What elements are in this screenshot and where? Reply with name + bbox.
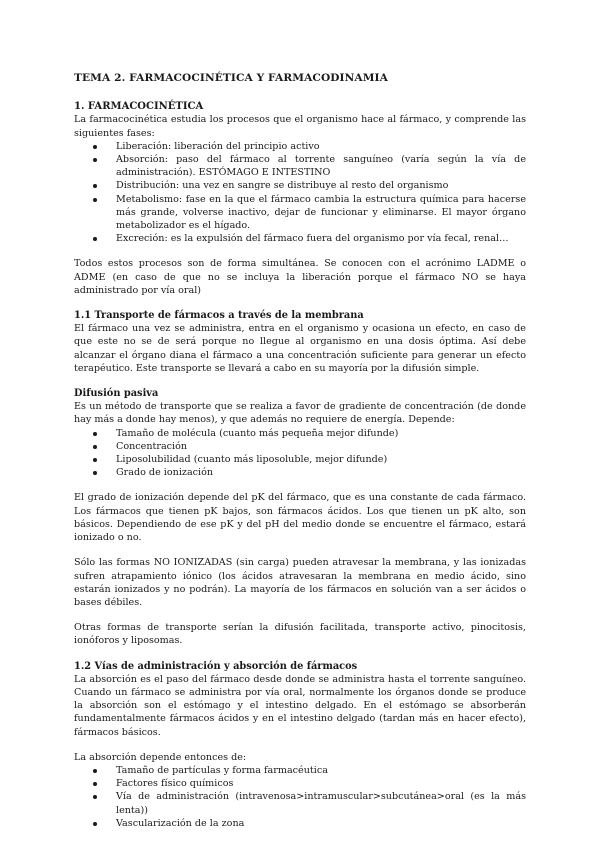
section-1-2-heading: 1.2 Vías de administración y absorción de fármacos [74,660,358,672]
list-item: Tamaño de molécula (cuanto más pequeña mejor difunde) [116,427,526,440]
list-item: Excreción: es la expulsión del fármaco fuera del organismo por vía fecal, renal… [116,232,526,245]
ionizacion-paragraph: El grado de ionización depende del pK del fármaco, que es una constante de cada fármaco. Los fármacos que tienen pK bajos, son fármacos ácidos. Los que tienen un pK alto, son básicos. Dependiendo de ese pK y del pH del medio donde se encuentre el fármaco, estará ionizado o no. [74,492,526,544]
no-ionizadas-paragraph: Sólo las formas NO IONIZADAS (sin carga) pueden atravesar la membrana, y las ionizadas sufren atrapamiento iónico (los ácidos atravesaran la membrana en medio ácido, sino estarán ionizados y no podrán). La mayoría de los fármacos en solución van a ser ácidos o bases débiles. [74,557,526,608]
absorcion-factors-list [74,764,526,830]
absorcion-intro: La absorción depende entonces de: [74,751,247,763]
list-item: Vía de administración (intravenosa>intramuscular>subcutánea>oral (es la más lenta)) [116,791,526,816]
section-1-intro: La farmacocinética estudia los procesos que el organismo hace al fármaco, y comprende las siguientes fases: [74,114,526,139]
phases-list [74,140,526,246]
section-1-2-text: La absorción es el paso del fármaco desde donde se administra hasta el torrente sanguíneo. Cuando un fármaco se administra por vía oral, normalmente los órganos donde se produce la absorción son el estómago y el intestino delgado. En el estómago se absorberán fundamentalmente fármacos ácidos y en el intestino delgado (tardan más en hacer efecto), fármacos básicos. [74,673,526,738]
section-1-1-heading: 1.1 Transporte de fármacos a través de la membrana [74,310,364,322]
list-item: Liposolubilidad (cuanto más liposoluble, mejor difunde) [116,453,526,466]
list-item: Metabolismo: fase en la que el fármaco cambia la estructura química para hacerse más grande, volverse inactivo, dejar de funcionar y eliminarse. El mayor órgano metabolizador es el hígado. [116,193,526,232]
section-1-heading: 1. FARMACOCINÉTICA [74,101,204,113]
list-item: Tamaño de partículas y forma farmacéutica [116,764,526,777]
difusion-factors-list [74,427,526,480]
section-1-1-text: El fármaco una vez se administra, entra en el organismo y ocasiona un efecto, en caso de que este no se de será porque no llegue al organismo en una dosis óptima. Así debe alcanzar el órgano diana el fármaco a una concentración suficiente para generar un efecto terapéutico. Este transporte se llevará a cabo en su mayoría por la difusión simple. [74,323,526,374]
list-item: Factores físico químicos [116,777,526,790]
document-title: TEMA 2. FARMACOCINÉTICA Y FARMACODINAMIA [74,72,388,84]
list-item: Distribución: una vez en sangre se distribuye al resto del organismo [116,179,526,192]
difusion-intro: Es un método de transporte que se realiza a favor de gradiente de concentración (de donde hay más a donde hay menos), y que además no requiere de energía. Depende: [74,401,526,426]
list-item: Grado de ionización [116,466,526,479]
section-1-summary: Todos estos procesos son de forma simultánea. Se conocen con el acrónimo LADME o ADME (en caso de que no se incluya la liberación porque el fármaco NO se haya administrado por vía oral) [74,258,526,296]
difusion-heading: Difusión pasiva [74,388,159,400]
otras-formas-paragraph: Otras formas de transporte serían la difusión facilitada, transporte activo, pinocitosis, ionóforos y liposomas. [74,622,526,647]
list-item: Concentración [116,440,526,453]
list-item: Vascularización de la zona [116,817,526,830]
list-item: Liberación: liberación del principio activo [116,140,526,153]
list-item: Absorción: paso del fármaco al torrente sanguíneo (varía según la vía de administración). ESTÓMAGO E INTESTINO [116,154,526,179]
